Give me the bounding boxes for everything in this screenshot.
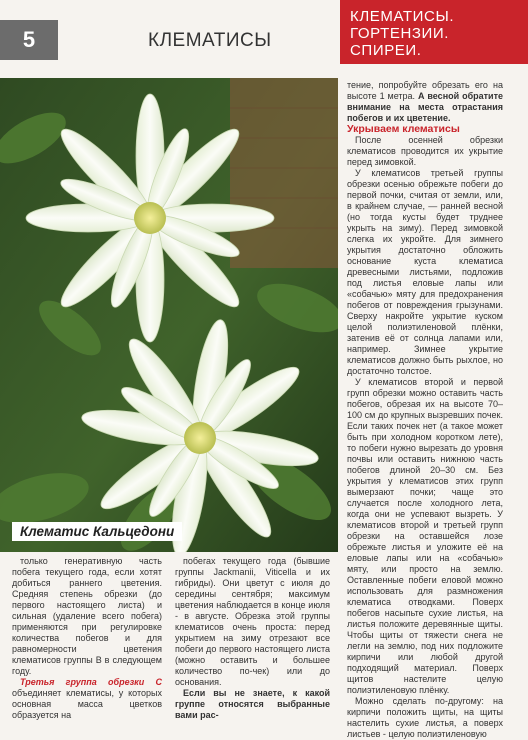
col1-paragraph-2-text: объединяет клематисы, у которых основная масса цветков образуется на bbox=[12, 688, 162, 720]
col3-intro bbox=[347, 80, 503, 124]
photo-caption: Клематис Кальцедони bbox=[12, 522, 182, 541]
col2-paragraph-2: Если вы не знаете, к какой группе относятся выбранные вами рас- bbox=[175, 688, 330, 720]
col3-intro-plain: тение, попробуйте обрезать его на высоте 1 метра. bbox=[347, 80, 503, 101]
clematis-photo-illustration bbox=[0, 78, 338, 552]
col3-intro-bold: А весной обратите внимание на места отрастания побегов и их цветение. bbox=[347, 91, 503, 123]
banner-line-2: ГОРТЕНЗИИ. bbox=[350, 25, 450, 42]
col1-paragraph-2 bbox=[12, 677, 162, 721]
col3-paragraph-3: У клематисов второй и первой групп обрезки можно оставить часть побегов, обрезая их на высоте 70–100 см до крупных вызревших почек. Если таких почек нет (а такое может быть при холодном коротком лете), то побеги нужно вырезать до уровня почвы или оставить нижнюю часть побегов длиной 20–30 см. Без укрытия у клематисов этих групп вымерзают почки; чаще это случается после холодного лета, когда они не успевают вызреть. У клематисов второй и третьей групп обрезки на оставшейся лозе обрежьте листья и уложите её на еловые лапы или на «собачью» мяту, или просто на землю. Оставленные побеги еловой можно использовать для размножения клематиса отводками. Поверх побегов насыпьте сухие листья, на листья положите деревянные щиты. Чтобы щиты от тяжести снега не легли на землю, под них подложите кирпичи или любой другой подходящий материал. Поверх щитов настелите целую полиэтиленовую плёнку. bbox=[347, 377, 503, 695]
banner-line-3: СПИРЕИ. bbox=[350, 42, 422, 59]
text-column-2 bbox=[175, 556, 330, 721]
section-banner bbox=[340, 0, 528, 64]
text-column-3 bbox=[347, 80, 503, 740]
col3-paragraph-4: Можно сделать по-другому: на кирпичи положить щиты, на щиты настелить сухие листья, а поверх листьев - целую полиэтиленовую bbox=[347, 696, 503, 739]
banner-line-1: КЛЕМАТИСЫ. bbox=[350, 8, 455, 25]
page-title: КЛЕМАТИСЫ bbox=[148, 30, 272, 51]
col3-paragraph-1: После осенней обрезки клематисов проводится их укрытие перед зимовкой. bbox=[347, 135, 503, 167]
group-c-heading: Третья группа обрезки С bbox=[20, 677, 162, 687]
text-column-1 bbox=[12, 556, 162, 721]
page-number: 5 bbox=[0, 20, 58, 60]
col2-paragraph-1: побегах текущего года (бывшие группы Jackmanii, Viticella и их гибриды). Они цветут с июля до середины сентября; максимум цветения наблюдается в конце июля - в августе. Обрезка этой группы клематисов очень проста: перед укрытием на зиму отрезают все побеги до первого настоящего листа (можно оставить и большее количество по-чек) или до основания. bbox=[175, 556, 330, 687]
col1-paragraph-1: только генеративную часть побега текущего года, если хотят добиться раннего цветения. Средняя степень обрезки (до первого настоящего листа) и сильная (удаление всего побега) применяются при регулировке количества побегов и для равномерности цветения клематисов группы В в следующем году. bbox=[12, 556, 162, 676]
section-subheading: Укрываем клематисы bbox=[347, 123, 460, 135]
col3-paragraph-2: У клематисов третьей группы обрезки осенью обрежьте побеги до первой почки, считая от земли, или, в крайнем случае, — ранней весной (но тогда кусты будет труднее укрыть на зиму). Перед зимовкой слегка их укройте. Для зимнего укрытия достаточно обложить основание куста клематиса древесными листьями, подложив под листья еловые лапы или «собачью» мяту для предохранения побегов от повреждения грызунами. Сверху накройте укрытие куском целой полиэтиленовой плёнки, затенив её от солнца лапами или, например. Зимнее укрытие клематисов должно быть рыхлое, но достаточно толстое. bbox=[347, 168, 503, 376]
clematis-photo bbox=[0, 78, 338, 552]
